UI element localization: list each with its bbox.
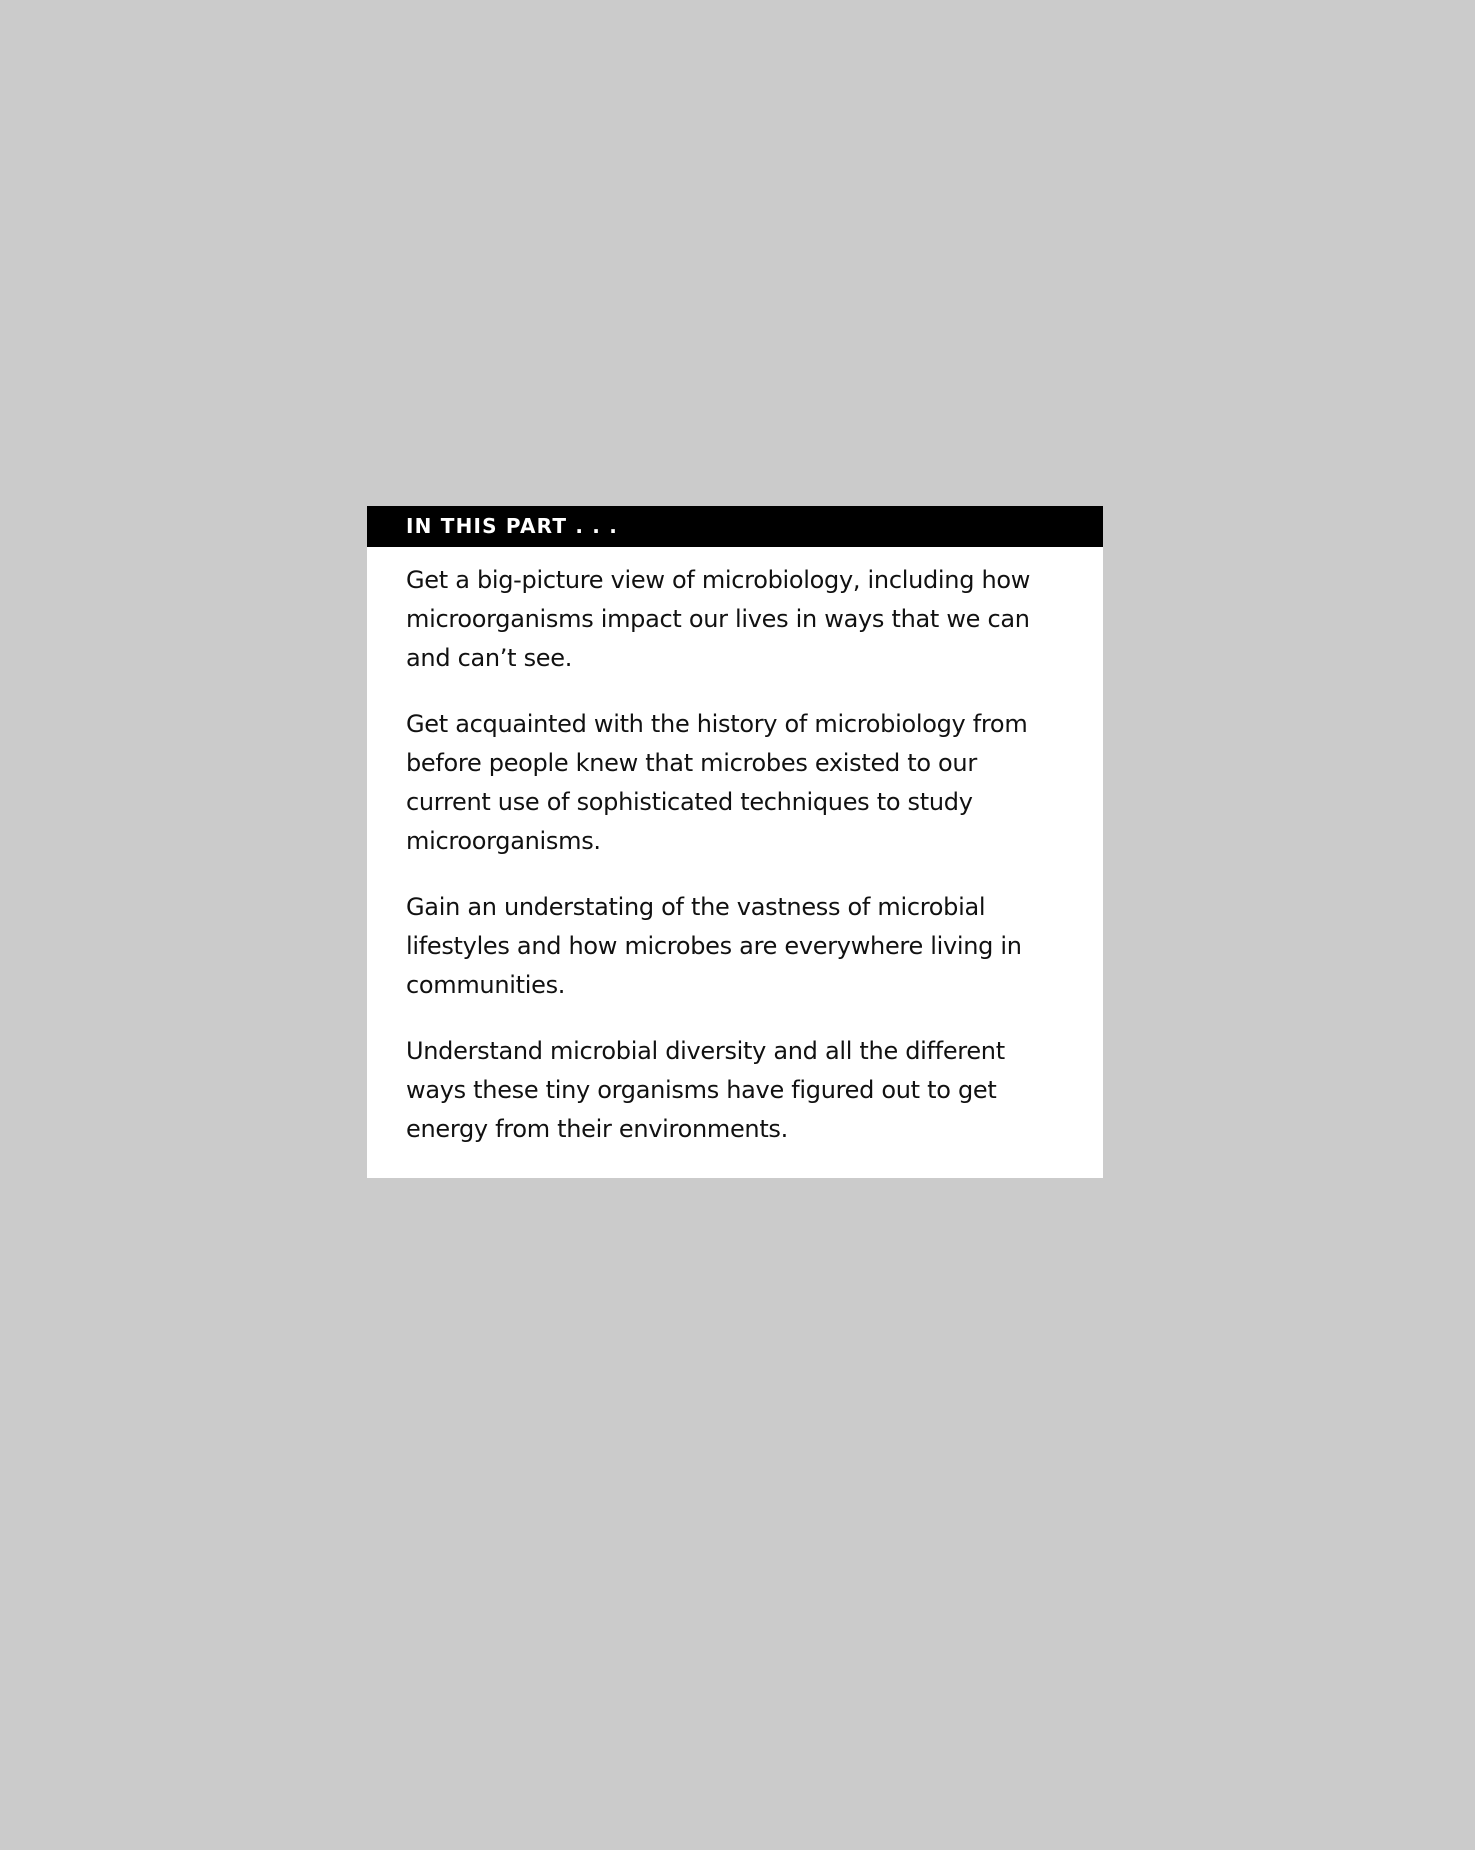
list-item: Get a big-picture view of microbiology, including how microorganisms impact our lives in ways that we can and can’t see. <box>406 566 1031 672</box>
list-item: Get acquainted with the history of microbiology from before people knew that microbes existed to our current use of sophisticated techniques to study microorganisms. <box>406 710 1028 855</box>
list-item: Gain an understating of the vastness of microbial lifestyles and how microbes are everywhere living in communities. <box>406 893 1022 999</box>
part-overview-card <box>367 506 1103 1178</box>
list-item: Understand microbial diversity and all the different ways these tiny organisms have figured out to get energy from their environments. <box>406 1037 1005 1143</box>
part-items-list <box>367 547 1103 1149</box>
part-heading: IN THIS PART . . . <box>367 506 1103 547</box>
